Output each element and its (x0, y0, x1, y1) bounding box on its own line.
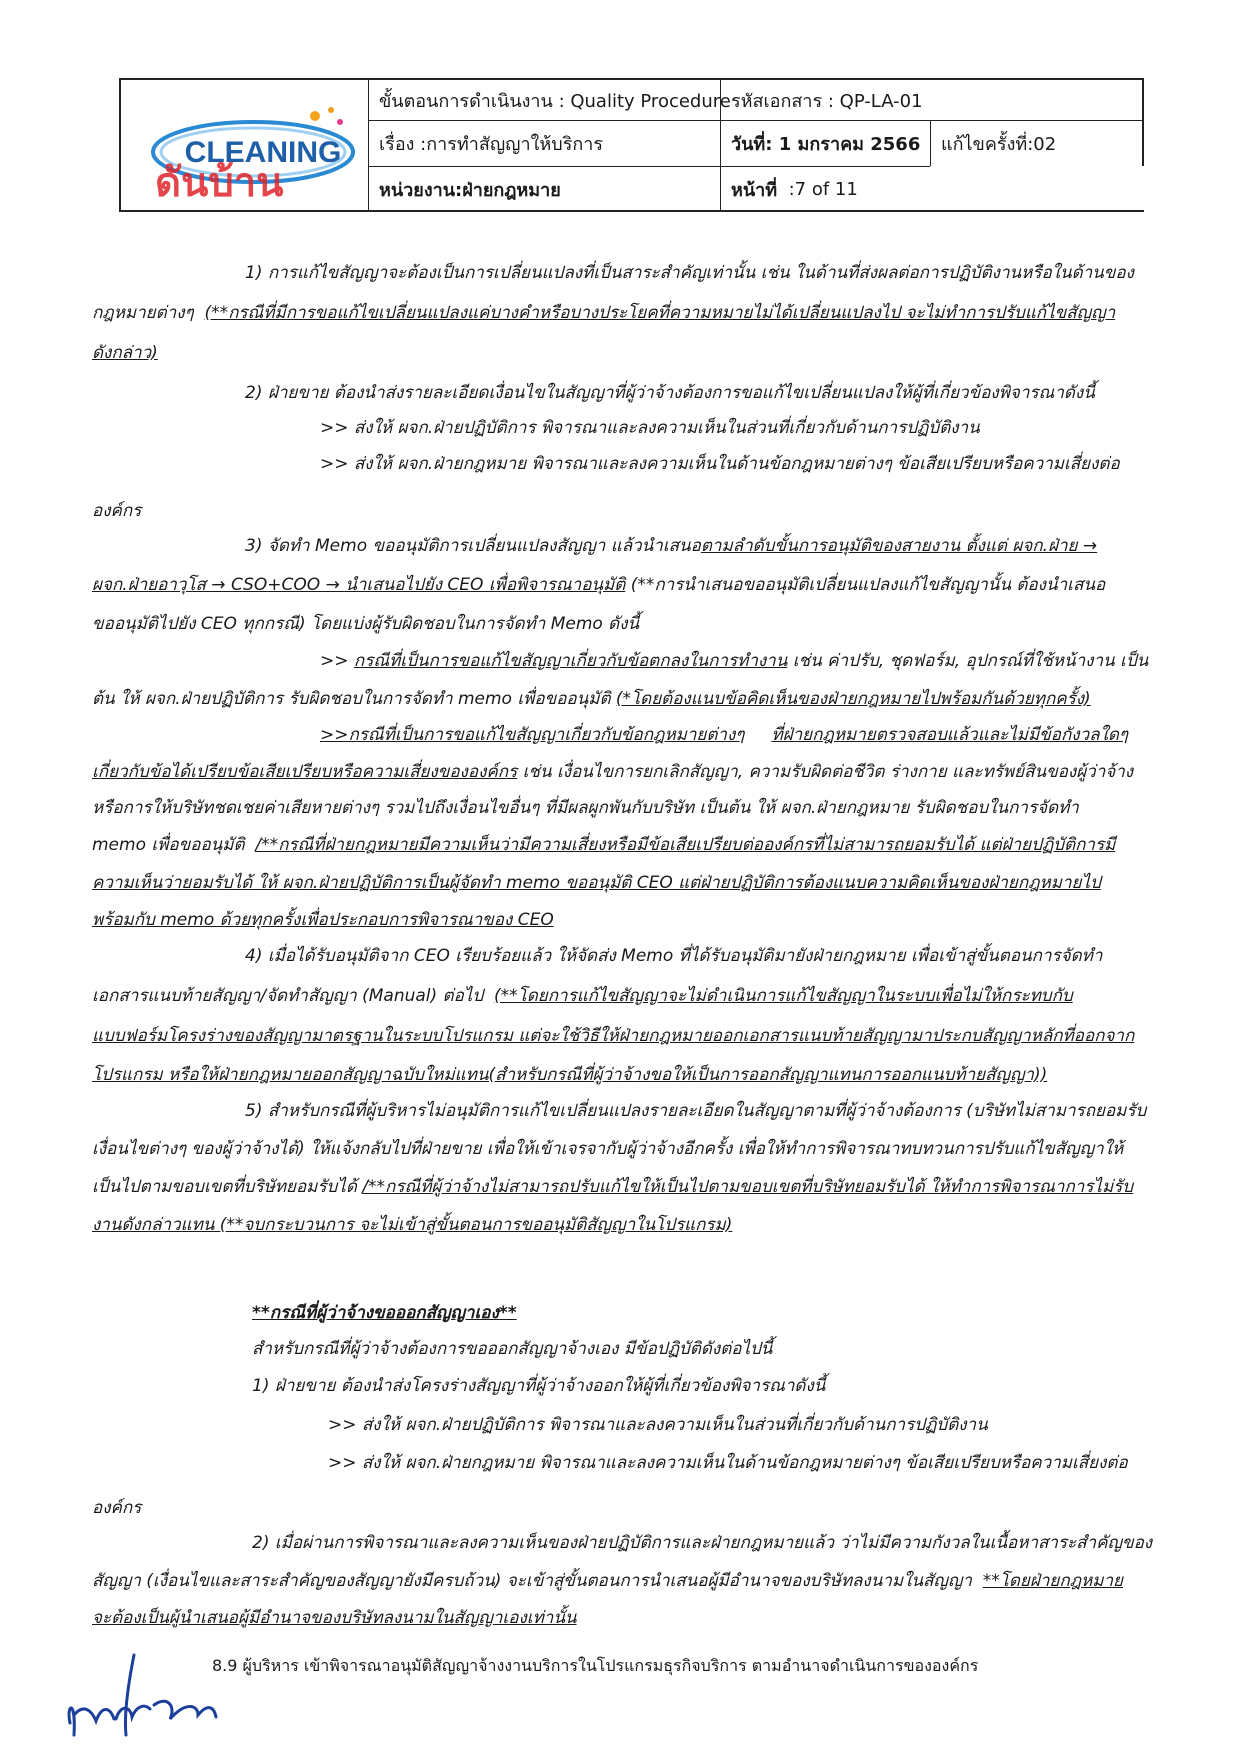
procedure-title: ขั้นตอนการดำเนินงาน : Quality Procedure (379, 90, 731, 112)
section-step-2-line-3: จะต้องเป็นผู้นำเสนอผู้มีอำนาจของบริษัทลงนามในสัญญาเองเท่านั้น (92, 1608, 577, 1628)
para-1-note: (**กรณีที่มีการขอแก้ไขเปลี่ยนแปลงแค่บางคำหรือบางประโยคที่ความหมายไม่ได้เปลี่ยนแปลงไป จะไม่ทำการปรับแก้ไขสัญญา (204, 303, 1116, 323)
para-5-scope: เป็นไปตามขอบเขตที่บริษัทยอมรับได้ (92, 1177, 357, 1197)
para-2-line-4: องค์กร (92, 501, 142, 521)
para-5-reject-note: /**กรณีที่ผู้ว่าจ้างไม่สามารถปรับแก้ไขให้เป็นไปตามขอบเขตที่บริษัทยอมรับได้ ให้ทำการพิจารณาการไม่รับ (362, 1177, 1134, 1197)
para-3-line-3: ขออนุมัติไปยัง CEO ทุกกรณี) โดยแบ่งผู้รับผิดชอบในการจัดทำ Memo ดังนี้ (92, 614, 640, 634)
para-5-line-1: 5) สำหรับกรณีที่ผู้บริหารไม่อนุมัติการแก้ไขเปลี่ยนแปลงรายละเอียดในสัญญาตามที่ผู้ว่าจ้างต้องการ (บริษัทไม่สามารถยอมรับ (245, 1101, 1147, 1121)
section-step-2-line-1: 2) เมื่อผ่านการพิจารณาและลงความเห็นของฝ่ายปฏิบัติการและฝ่ายกฎหมายแล้ว ว่าไม่มีความกังวลในเนื้อหาสาระสำคัญของ (252, 1533, 1153, 1553)
para-3-line-8: หรือการให้บริษัทชดเชยค่าเสียหายต่างๆ รวมไปถึงเงื่อนไขอื่นๆ ที่มีผลผูกพันกับบริษัท เป็นต้น ให้ ผจก.ฝ่ายกฎหมาย รับผิดชอบในการจัดทำ (92, 798, 1079, 818)
section-step-2-process: สัญญา (เงื่อนไขและสาระสำคัญของสัญญายังมีครบถ้วน) จะเข้าสู่ขั้นตอนการนำเสนอผู้มีอำนาจของบริษัทลงนามในสัญญา (92, 1571, 972, 1591)
section-title: **กรณีที่ผู้ว่าจ้างขอออกสัญญาเอง** (252, 1303, 517, 1323)
para-1-line-1: 1) การแก้ไขสัญญาจะต้องเป็นการเปลี่ยนแปลงที่เป็นสาระสำคัญเท่านั้น เช่น ในด้านที่ส่งผลต่อการปฏิบัติงานหรือในด้านของ (245, 263, 1134, 283)
para-4-line-1: 4) เมื่อได้รับอนุมัติจาก CEO เรียบร้อยแล้ว ให้จัดส่ง Memo ที่ได้รับอนุมัติมายังฝ่ายกฎหมาย เพื่อเข้าสู่ขั้นตอนการจัดทำ (245, 946, 1103, 966)
company-logo (135, 92, 365, 200)
section-step-2-note: **โดยฝ่ายกฎหมาย (982, 1571, 1123, 1591)
para-3-case-legal: >>กรณีที่เป็นการขอแก้ไขสัญญาเกี่ยวกับข้อกฎหมายต่างๆ (320, 725, 745, 745)
para-2-line-1: 2) ฝ่ายขาย ต้องนำส่งรายละเอียดเงื่อนไขในสัญญาที่ผู้ว่าจ้างต้องการขอแก้ไขเปลี่ยนแปลงให้ผู้ที่เกี่ยวข้องพิจารณาดังนี้ (245, 383, 1095, 403)
section-step-2-line-2 (92, 1570, 1123, 1592)
svg-text:ดันบ้าน: ดันบ้าน (155, 160, 284, 200)
para-3-line-1 (245, 535, 1097, 557)
para-3-dispute-note: /**กรณีที่ฝ่ายกฎหมายมีความเห็นว่ามีความเสี่ยงหรือมีข้อเสียเปรียบต่อองค์กรที่ไม่สามารถยอมรับได้ แต่ฝ่ายปฏิบัติการมี (255, 835, 1116, 855)
page-label: หน้าที่ (731, 180, 778, 201)
para-3-line-4 (320, 650, 1148, 672)
svg-text:CLEANING: CLEANING (184, 136, 342, 169)
section-step-1-bullet-2: >> ส่งให้ ผจก.ฝ่ายกฎหมาย พิจารณาและลงความเห็นในด้านข้อกฎหมายต่างๆ ข้อเสียเปรียบหรือความเสี่ยงต่อ (328, 1453, 1128, 1473)
para-3-approval-chain: ตามลำดับขั้นการอนุมัติของสายงาน ตั้งแต่ ผจก.ฝ่าย → (700, 536, 1098, 556)
para-3-examples: เช่น ค่าปรับ, ชุดฟอร์ม, อุปกรณ์ที่ใช้หน้างาน เป็น (792, 651, 1149, 671)
para-1-line-3: ดังกล่าว) (92, 343, 158, 363)
para-3-memo: memo เพื่อขออนุมัติ (92, 835, 245, 855)
para-3-risk: เกี่ยวกับข้อได้เปรียบข้อเสียเปรียบหรือความเสี่ยงขององค์กร (92, 762, 518, 782)
para-1-laws: กฎหมายต่างๆ (92, 303, 194, 323)
section-step-9: 8.9 ผู้บริหาร เข้าพิจารณาอนุมัติสัญญาจ้างงานบริการในโปรแกรมธุรกิจบริการ ตามอำนาจดำเนินการขององค์กร (212, 1656, 979, 1675)
para-3-case-work: กรณีที่เป็นการขอแก้ไขสัญญาเกี่ยวกับข้อตกลงในการทำงาน (353, 651, 788, 671)
para-3-line-11: พร้อมกับ memo ด้วยทุกครั้งเพื่อประกอบการพิจารณาของ CEO (92, 910, 554, 930)
para-5-line-3 (92, 1176, 1133, 1198)
para-4-line-3: แบบฟอร์มโครงร่างของสัญญามาตรฐานในระบบโปรแกรม แต่จะใช้วิธีให้ฝ่ายกฎหมายออกเอกสารแนบท้ายสัญญามาประกบสัญญาหลักที่ออกจาก (92, 1026, 1135, 1046)
para-3-line-2 (92, 574, 1105, 596)
document-code: รหัสเอกสาร : QP-LA-01 (731, 90, 923, 112)
para-5-line-2: เงื่อนไขต่างๆ ของผู้ว่าจ้างได้) ให้แจ้งกลับไปที่ฝ่ายขาย เพื่อให้เข้าเจรจากับผู้ว่าจ้างอีกครั้ง เพื่อให้ทำการพิจารณาทบทวนการปรับแก้ไขสัญญาให้ (92, 1139, 1124, 1159)
para-5-line-4: งานดังกล่าวแทน (**จบกระบวนการ จะไม่เข้าสู่ขั้นตอนการขออนุมัติสัญญาในโปรแกรม) (92, 1215, 733, 1235)
para-3-bullet-marker: >> (320, 651, 349, 671)
section-intro: สำหรับกรณีที่ผู้ว่าจ้างต้องการขอออกสัญญาจ้างเอง มีข้อปฏิบัติดังต่อไปนี้ (252, 1339, 773, 1359)
section-step-1: 1) ฝ่ายขาย ต้องนำส่งโครงร่างสัญญาที่ผู้ว่าจ้างออกให้ผู้ที่เกี่ยวข้องพิจารณาดังนี้ (252, 1376, 826, 1396)
department-name: หน่วยงาน:ฝ่ายกฎหมาย (379, 180, 561, 201)
para-3-line-9 (92, 834, 1115, 856)
section-step-1-line-4: องค์กร (92, 1498, 142, 1518)
subject-title: เรื่อง :การทำสัญญาให้บริการ (379, 134, 604, 155)
para-4-manual: เอกสารแนบท้ายสัญญา/จัดทำสัญญา (Manual) ต่อไป (92, 986, 484, 1006)
para-4-note: (**โดยการแก้ไขสัญญาจะไม่ดำเนินการแก้ไขสัญญาในระบบเพื่อไม่ให้กระทบกับ (493, 986, 1073, 1006)
effective-date: วันที่: 1 มกราคม 2566 (731, 134, 921, 155)
page-number (721, 167, 930, 212)
para-4-line-2 (92, 985, 1073, 1007)
section-step-1-bullet-1: >> ส่งให้ ผจก.ฝ่ายปฏิบัติการ พิจารณาและลงความเห็นในส่วนที่เกี่ยวกับด้านการปฏิบัติงาน (328, 1415, 988, 1435)
para-3-line-6 (320, 724, 1128, 746)
para-2-bullet-2: >> ส่งให้ ผจก.ฝ่ายกฎหมาย พิจารณาและลงความเห็นในด้านข้อกฎหมายต่างๆ ข้อเสียเปรียบหรือความเสี่ยงต่อ (320, 454, 1120, 474)
para-3-approval-chain-2: ผจก.ฝ่ายอาวุโส → CSO+COO → นำเสนอไปยัง CEO เพื่อพิจารณาอนุมัติ (92, 575, 626, 595)
para-3-ops-responsible: ต้น ให้ ผจก.ฝ่ายปฏิบัติการ รับผิดชอบในการจัดทำ memo เพื่อขออนุมัติ (92, 689, 611, 709)
page-value: :7 of 11 (788, 179, 858, 200)
para-3-attach-note: (*โดยต้องแนบข้อคิดเห็นของฝ่ายกฎหมายไปพร้อมกันด้วยทุกครั้ง) (615, 689, 1091, 709)
para-3-legal-checked: ที่ฝ่ายกฎหมายตรวจสอบแล้วและไม่มีข้อกังวลใดๆ (771, 725, 1129, 745)
para-3-intro: 3) จัดทำ Memo ขออนุมัติการเปลี่ยนแปลงสัญญา แล้วนำเสนอ (245, 536, 701, 556)
para-3-line-7 (92, 761, 1133, 783)
para-1-line-2 (92, 302, 1115, 324)
para-3-line-5 (92, 688, 1091, 710)
para-3-line-10: ความเห็นว่ายอมรับได้ ให้ ผจก.ฝ่ายปฏิบัติการเป็นผู้จัดทำ memo ขออนุมัติ CEO แต่ฝ่ายปฏิบัติการต้องแนบความคิดเห็นของฝ่ายกฎหมายไป (92, 873, 1101, 893)
para-3-risk-examples: เช่น เงื่อนไขการยกเลิกสัญญา, ความรับผิดต่อชีวิต ร่างกาย และทรัพย์สินของผู้ว่าจ้าง (522, 762, 1134, 782)
para-4-line-4: โปรแกรม หรือให้ฝ่ายกฎหมายออกสัญญาฉบับใหม่แทน(สำหรับกรณีที่ผู้ว่าจ้างขอให้เป็นการออกสัญญาแทนการออกแนบท้ายสัญญา)) (92, 1065, 1048, 1085)
para-2-bullet-1: >> ส่งให้ ผจก.ฝ่ายปฏิบัติการ พิจารณาและลงความเห็นในส่วนที่เกี่ยวกับด้านการปฏิบัติงาน (320, 418, 980, 438)
revision-number: แก้ไขครั้งที่:02 (941, 134, 1057, 155)
document-header (119, 78, 1144, 212)
para-3-note: (**การนำเสนอขออนุมัติเปลี่ยนแปลงแก้ไขสัญญานั้น ต้องนำเสนอ (630, 575, 1106, 595)
